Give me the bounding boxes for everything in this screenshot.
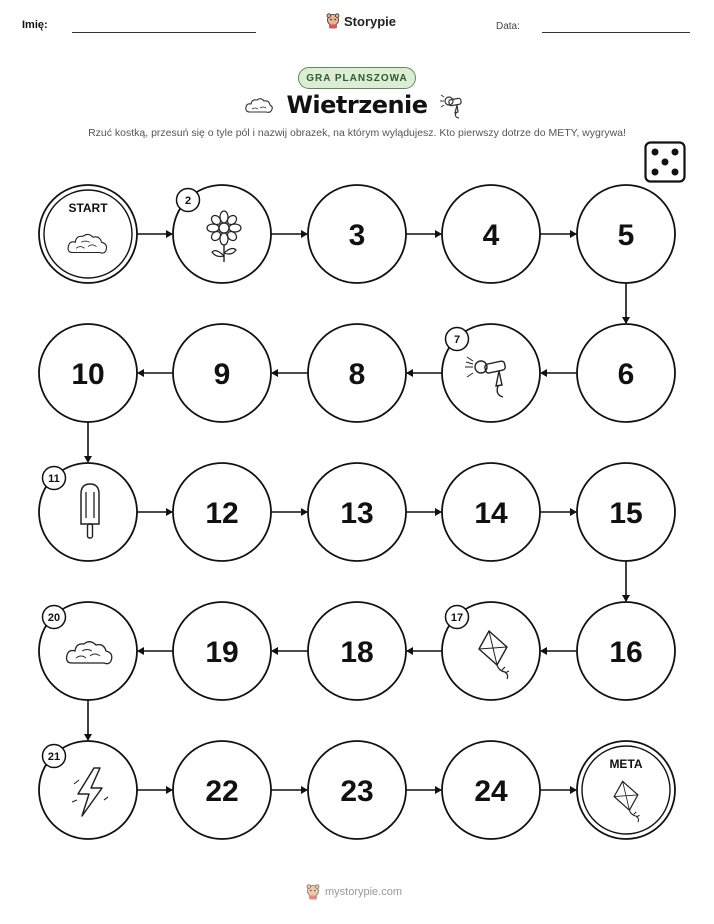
cell-number: 6 — [617, 358, 635, 391]
footer — [306, 884, 402, 900]
cell-number: 18 — [340, 636, 374, 669]
cell-number: 9 — [213, 358, 231, 391]
game-badge: GRA PLANSZOWA — [298, 67, 416, 89]
cell-number: 12 — [205, 497, 239, 530]
board-cell-19 — [173, 602, 271, 700]
storypie-bear-icon — [306, 884, 320, 900]
cell-number: 11 — [48, 473, 60, 485]
board-cell-20 — [39, 602, 137, 700]
brand-name: Storypie — [344, 13, 397, 29]
cell-number: 14 — [474, 497, 508, 530]
board-cell-meta — [577, 741, 675, 839]
cell-number: 19 — [205, 636, 239, 669]
board-cell-10 — [39, 324, 137, 422]
board-cell-6 — [577, 324, 675, 422]
board-cell-13 — [308, 463, 406, 561]
board-cell-15 — [577, 463, 675, 561]
start-label: START — [68, 201, 108, 215]
footer-url[interactable]: mystorypie.com — [325, 886, 403, 898]
board-cell-14 — [442, 463, 540, 561]
cell-number: 23 — [340, 775, 374, 808]
board-cell-start — [39, 185, 137, 283]
cell-number: 13 — [340, 497, 374, 530]
board-cell-8 — [308, 324, 406, 422]
date-label: Data: — [496, 21, 520, 32]
cell-number: 8 — [348, 358, 366, 391]
cell-number: 3 — [348, 219, 366, 252]
board-cell-21 — [39, 741, 137, 839]
board-cell-5 — [577, 185, 675, 283]
board-cell-9 — [173, 324, 271, 422]
board-cell-23 — [308, 741, 406, 839]
cell-number: 20 — [47, 612, 61, 624]
cell-number: 7 — [453, 334, 461, 346]
board-cell-4 — [442, 185, 540, 283]
cell-number: 5 — [617, 219, 635, 252]
board-cell-22 — [173, 741, 271, 839]
board-cell-2 — [173, 185, 271, 283]
cell-number: 16 — [609, 636, 643, 669]
cell-number: 17 — [450, 612, 464, 624]
cell-number: 2 — [184, 195, 192, 207]
page-title: Wietrzenie — [286, 91, 428, 119]
instructions: Rzuć kostką, przesuń się o tyle pól i nazwij obrazek, na którym wylądujesz. Kto pierwszy dotrze do METY, wygrywa! — [88, 127, 626, 139]
board-cell-17 — [442, 602, 540, 700]
board-cell-11 — [39, 463, 137, 561]
board-cell-12 — [173, 463, 271, 561]
cell-number: 15 — [609, 497, 643, 530]
cell-number: 10 — [71, 358, 105, 391]
board-cell-24 — [442, 741, 540, 839]
board-cell-16 — [577, 602, 675, 700]
name-label: Imię: — [22, 19, 48, 31]
board-cell-7 — [442, 324, 540, 422]
cell-number: 24 — [474, 775, 508, 808]
board-cell-18 — [308, 602, 406, 700]
cell-number: 22 — [205, 775, 239, 808]
cell-number: 4 — [482, 219, 500, 252]
meta-label: META — [609, 757, 643, 771]
board-cell-3 — [308, 185, 406, 283]
cell-number: 21 — [47, 751, 61, 763]
